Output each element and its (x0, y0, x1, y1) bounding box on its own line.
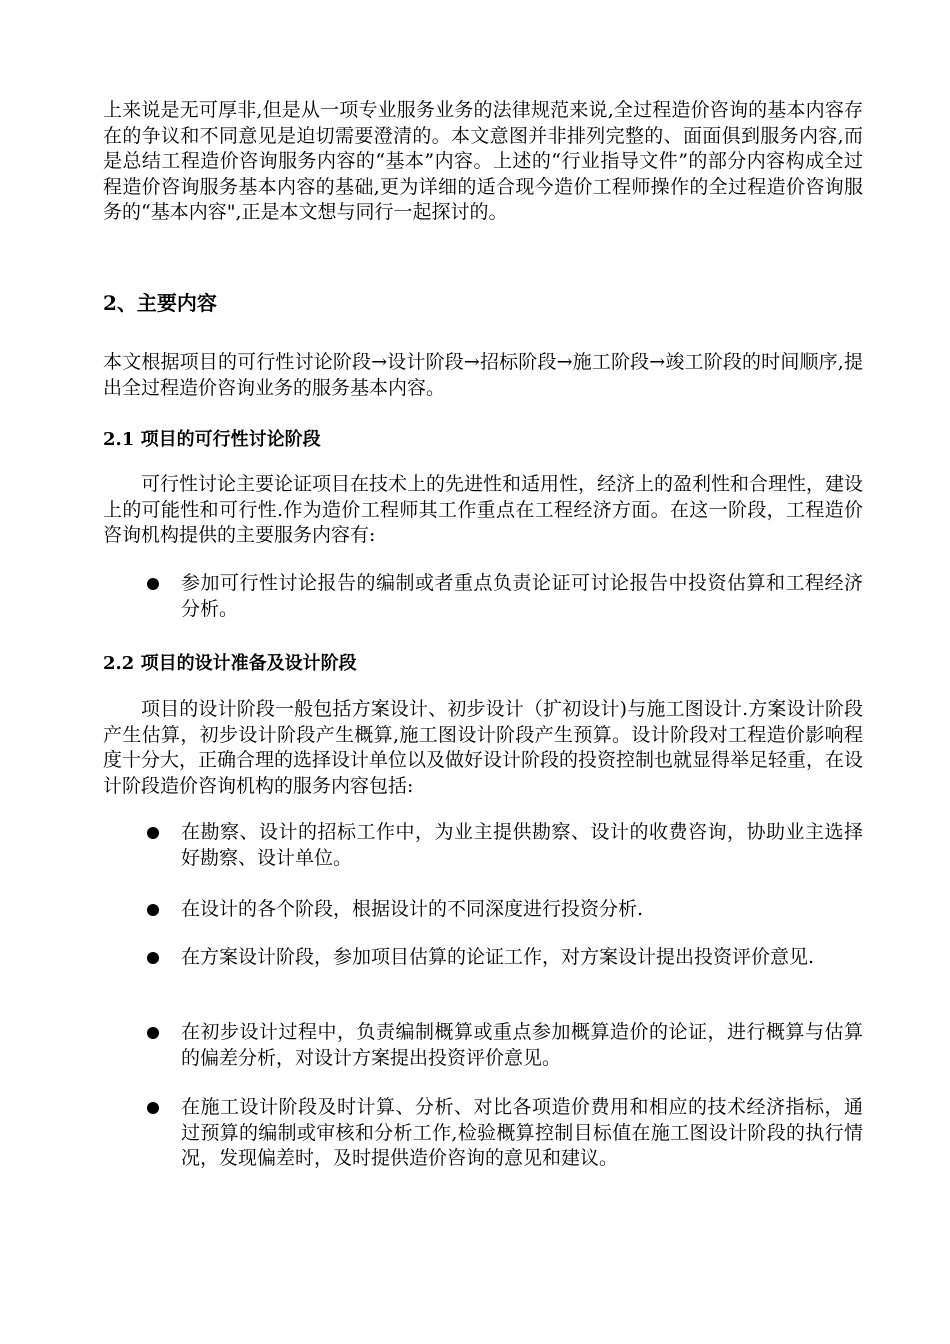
list-item-text: 在设计的各个阶段，根据设计的不同深度进行投资分析. (181, 898, 644, 920)
bullet-icon (147, 827, 159, 839)
list-item-text: 在勘察、设计的招标工作中，为业主提供勘察、设计的收费咨询，协助业主选择好勘察、设计单位。 (181, 821, 863, 869)
section-2-heading: 2、主要内容 (103, 291, 217, 315)
list-item (147, 1020, 863, 1071)
intro-paragraph: 上来说是无可厚非,但是从一项专业服务业务的法律规范来说,全过程造价咨询的基本内容存在的争议和不同意见是迫切需要澄清的。本文意图并非排列完整的、面面俱到服务内容,而是总结工程造价咨询服务内容的“基本”内容。上述的“行业指导文件”的部分内容构成全过程造价咨询服务基本内容的基础,更为详细的适合现今造价工程师操作的全过程造价咨询服务的“基本内容",正是本文想与同行一起探讨的。 (103, 99, 863, 223)
list-item-text: 在施工设计阶段及时计算、分析、对比各项造价费用和相应的技术经济指标，通过预算的编制或审核和分析工作,检验概算控制目标值在施工图设计阶段的执行情况，发现偏差时，及时提供造价咨询的意见和建议。 (181, 1096, 863, 1169)
section-2-1-heading: 2.1 项目的可行性讨论阶段 (103, 429, 321, 450)
section-2-paragraph: 本文根据项目的可行性讨论阶段→设计阶段→招标阶段→施工阶段→竣工阶段的时间顺序,提出全过程造价咨询业务的服务基本内容。 (103, 351, 863, 399)
list-item (147, 571, 863, 622)
list-item-text: 在方案设计阶段，参加项目估算的论证工作，对方案设计提出投资评价意见. (181, 946, 815, 968)
bullet-icon (147, 1027, 159, 1039)
bullet-icon (147, 904, 159, 916)
section-2-2-heading: 2.2 项目的设计准备及设计阶段 (103, 653, 357, 674)
list-item (147, 1095, 863, 1172)
list-item (147, 945, 863, 971)
section-2-1-paragraph: 可行性讨论主要论证项目在技术上的先进性和适用性，经济上的盈利性和合理性，建设上的可能性和可行性.作为造价工程师其工作重点在工程经济方面。在这一阶段，工程造价咨询机构提供的主要服务内容有: (103, 473, 864, 546)
bullet-icon (147, 952, 159, 964)
list-item-text: 在初步设计过程中，负责编制概算或重点参加概算造价的论证，进行概算与估算的偏差分析，对设计方案提出投资评价意见。 (181, 1021, 863, 1069)
list-item-text: 参加可行性讨论报告的编制或者重点负责论证可讨论报告中投资估算和工程经济分析。 (181, 572, 863, 620)
bullet-icon (147, 578, 159, 590)
bullet-icon (147, 1102, 159, 1114)
list-item (147, 897, 863, 923)
list-item (147, 820, 863, 871)
section-2-2-paragraph: 项目的设计阶段一般包括方案设计、初步设计（扩初设计)与施工图设计.方案设计阶段产生估算，初步设计阶段产生概算,施工图设计阶段产生预算。设计阶段对工程造价影响程度十分大，正确合理的选择设计单位以及做好设计阶段的投资控制也就显得举足轻重，在设计阶段造价咨询机构的服务内容包括: (103, 698, 864, 797)
